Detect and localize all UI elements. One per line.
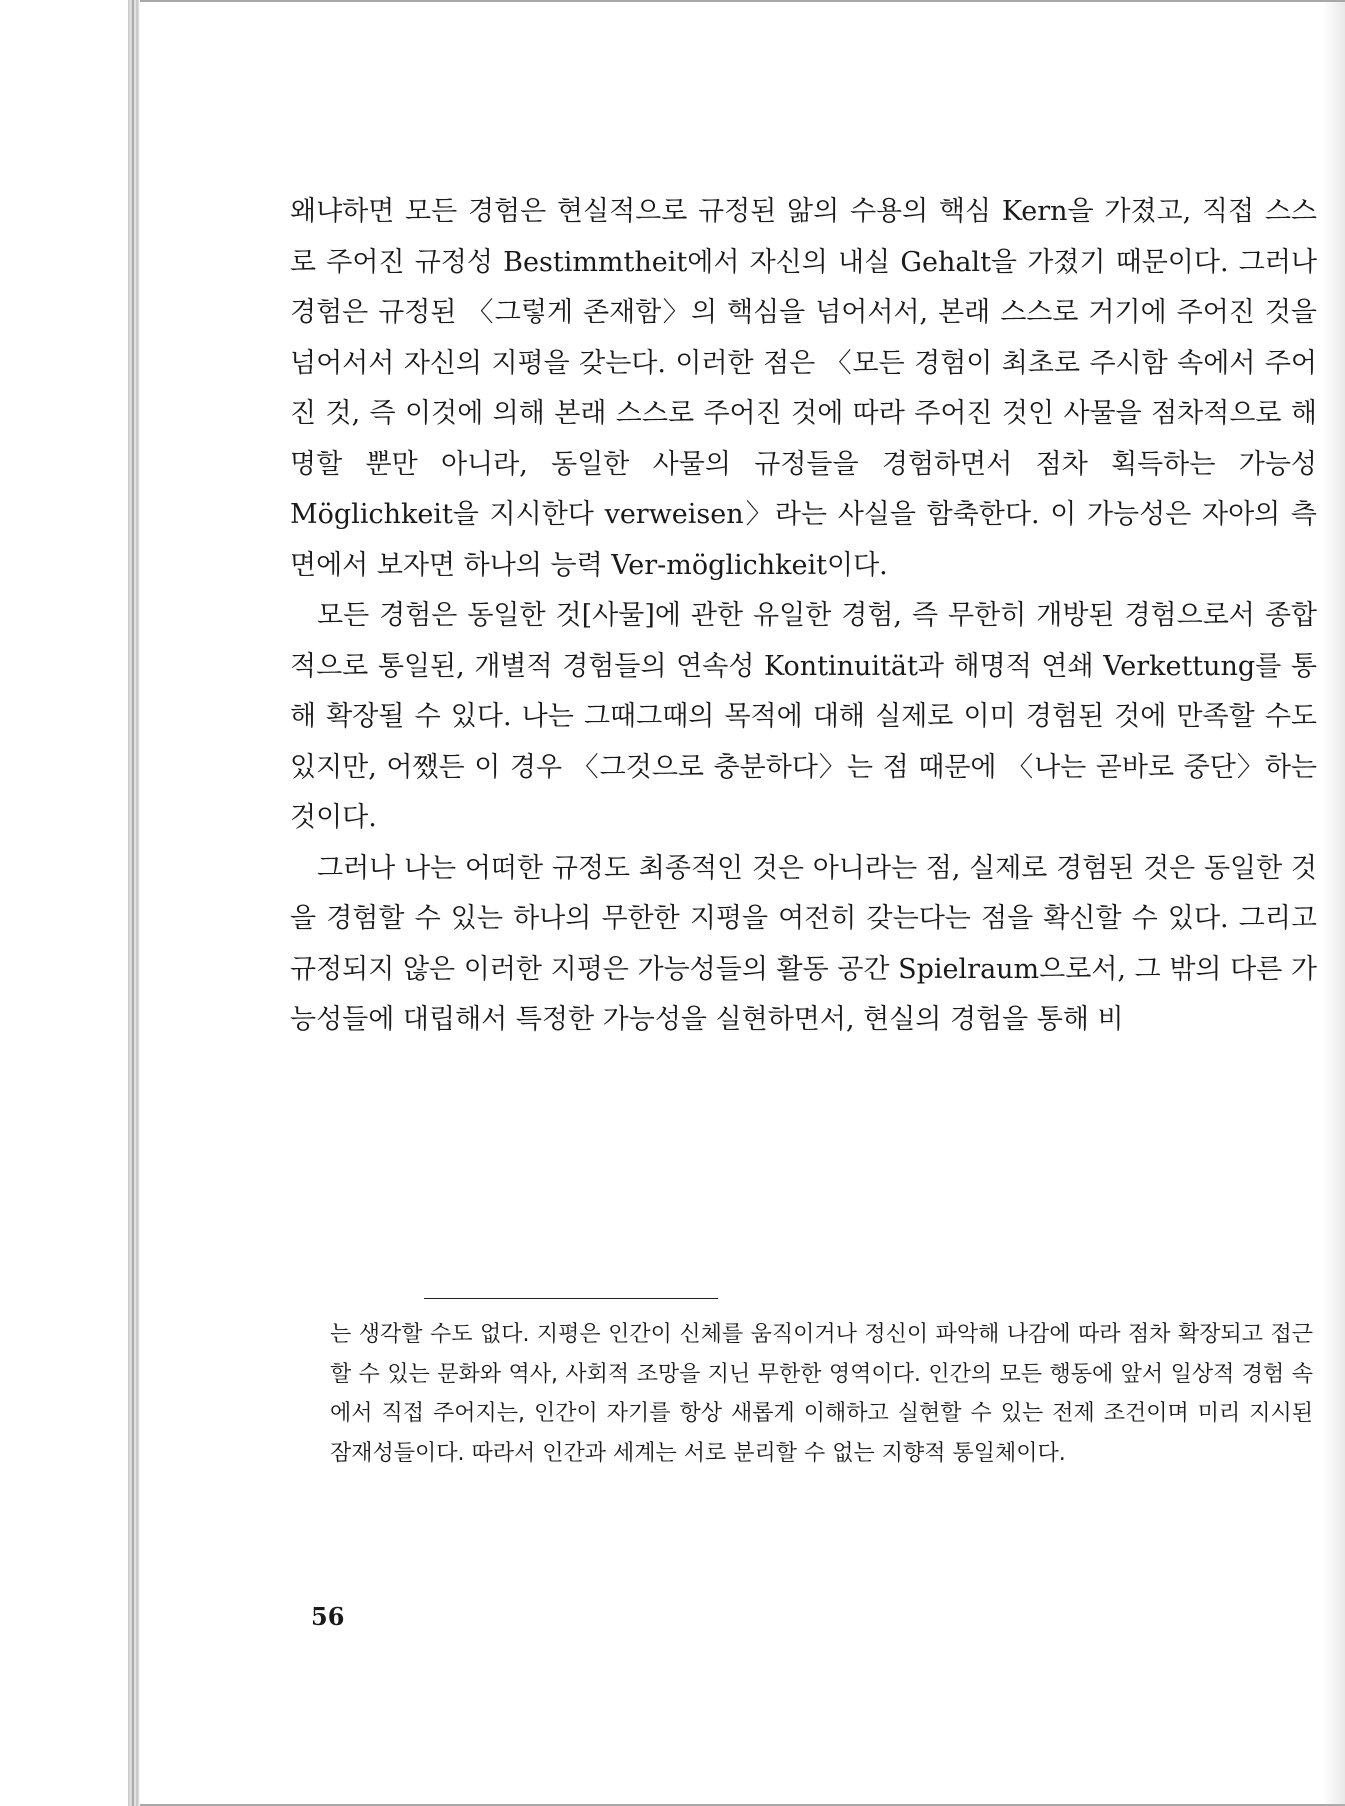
paragraph-1: 왜냐하면 모든 경험은 현실적으로 규정된 앎의 수용의 핵심 Kern을 가졌고, 직접 스스로 주어진 규정성 Bestimmtheit에서 자신의 내실 Gehalt을 가졌기 때문이다. 그러나 경험은 규정된 〈그렇게 존재함〉의 핵심을 넘어서서, 본래 스스로 거기에 주어진 것을 넘어서서 자신의 지평을 갖는다. 이러한 점은 〈모든 경험이 최초로 주시함 속에서 주어진 것, 즉 이것에 의해 본래 스스로 주어진 것에 따라 주어진 것인 사물을 점차적으로 해명할 뿐만 아니라, 동일한 사물의 규정들을 경험하면서 점차 획득하는 가능성 Möglichkeit을 지시한다 verweisen〉라는 사실을 함축한다. 이 가능성은 자아의 측면에서 보자면 하나의 능력 Ver-möglichkeit이다. — [290, 196, 1317, 581]
page-shadow — [1323, 2, 1345, 1806]
page-number: 56 — [311, 1602, 345, 1631]
footnote-text: 는 생각할 수도 없다. 지평은 인간이 신체를 움직이거나 정신이 파악해 나감에 따라 점차 확장되고 접근할 수 있는 문화와 역사, 사회적 조망을 지닌 무한한 영역이다. 인간의 모든 행동에 앞서 일상적 경험 속에서 직접 주어지는, 인간이 자기를 항상 새롭게 이해하고 실현할 수 있는 전제 조건이며 미리 지시된 잠재성들이다. 따라서 인간과 세계는 서로 분리할 수 없는 지향적 통일체이다. — [330, 1322, 1313, 1466]
footnote-rule — [424, 1298, 718, 1299]
paragraph-3: 그러나 나는 어떠한 규정도 최종적인 것은 아니라는 점, 실제로 경험된 것은 동일한 것을 경험할 수 있는 하나의 무한한 지평을 여전히 갖는다는 점을 확신할 수 있다. 그리고 규정되지 않은 이러한 지평은 가능성들의 활동 공간 Spielraum으로서, 그 밖의 다른 가능성들에 대립해서 특정한 가능성을 실현하면서, 현실의 경험을 통해 비 — [290, 852, 1317, 1035]
page — [140, 0, 1345, 1806]
body-text — [290, 187, 1317, 1046]
paragraph-2: 모든 경험은 동일한 것[사물]에 관한 유일한 경험, 즉 무한히 개방된 경험으로서 종합적으로 통일된, 개별적 경험들의 연속성 Kontinuität과 해명적 연쇄 Verkettung를 통해 확장될 수 있다. 나는 그때그때의 목적에 대해 실제로 이미 경험된 것에 만족할 수도 있지만, 어쨌든 이 경우 〈그것으로 충분하다〉는 점 때문에 〈나는 곧바로 중단〉하는 것이다. — [290, 600, 1317, 833]
page-stack-edge — [128, 0, 140, 1806]
